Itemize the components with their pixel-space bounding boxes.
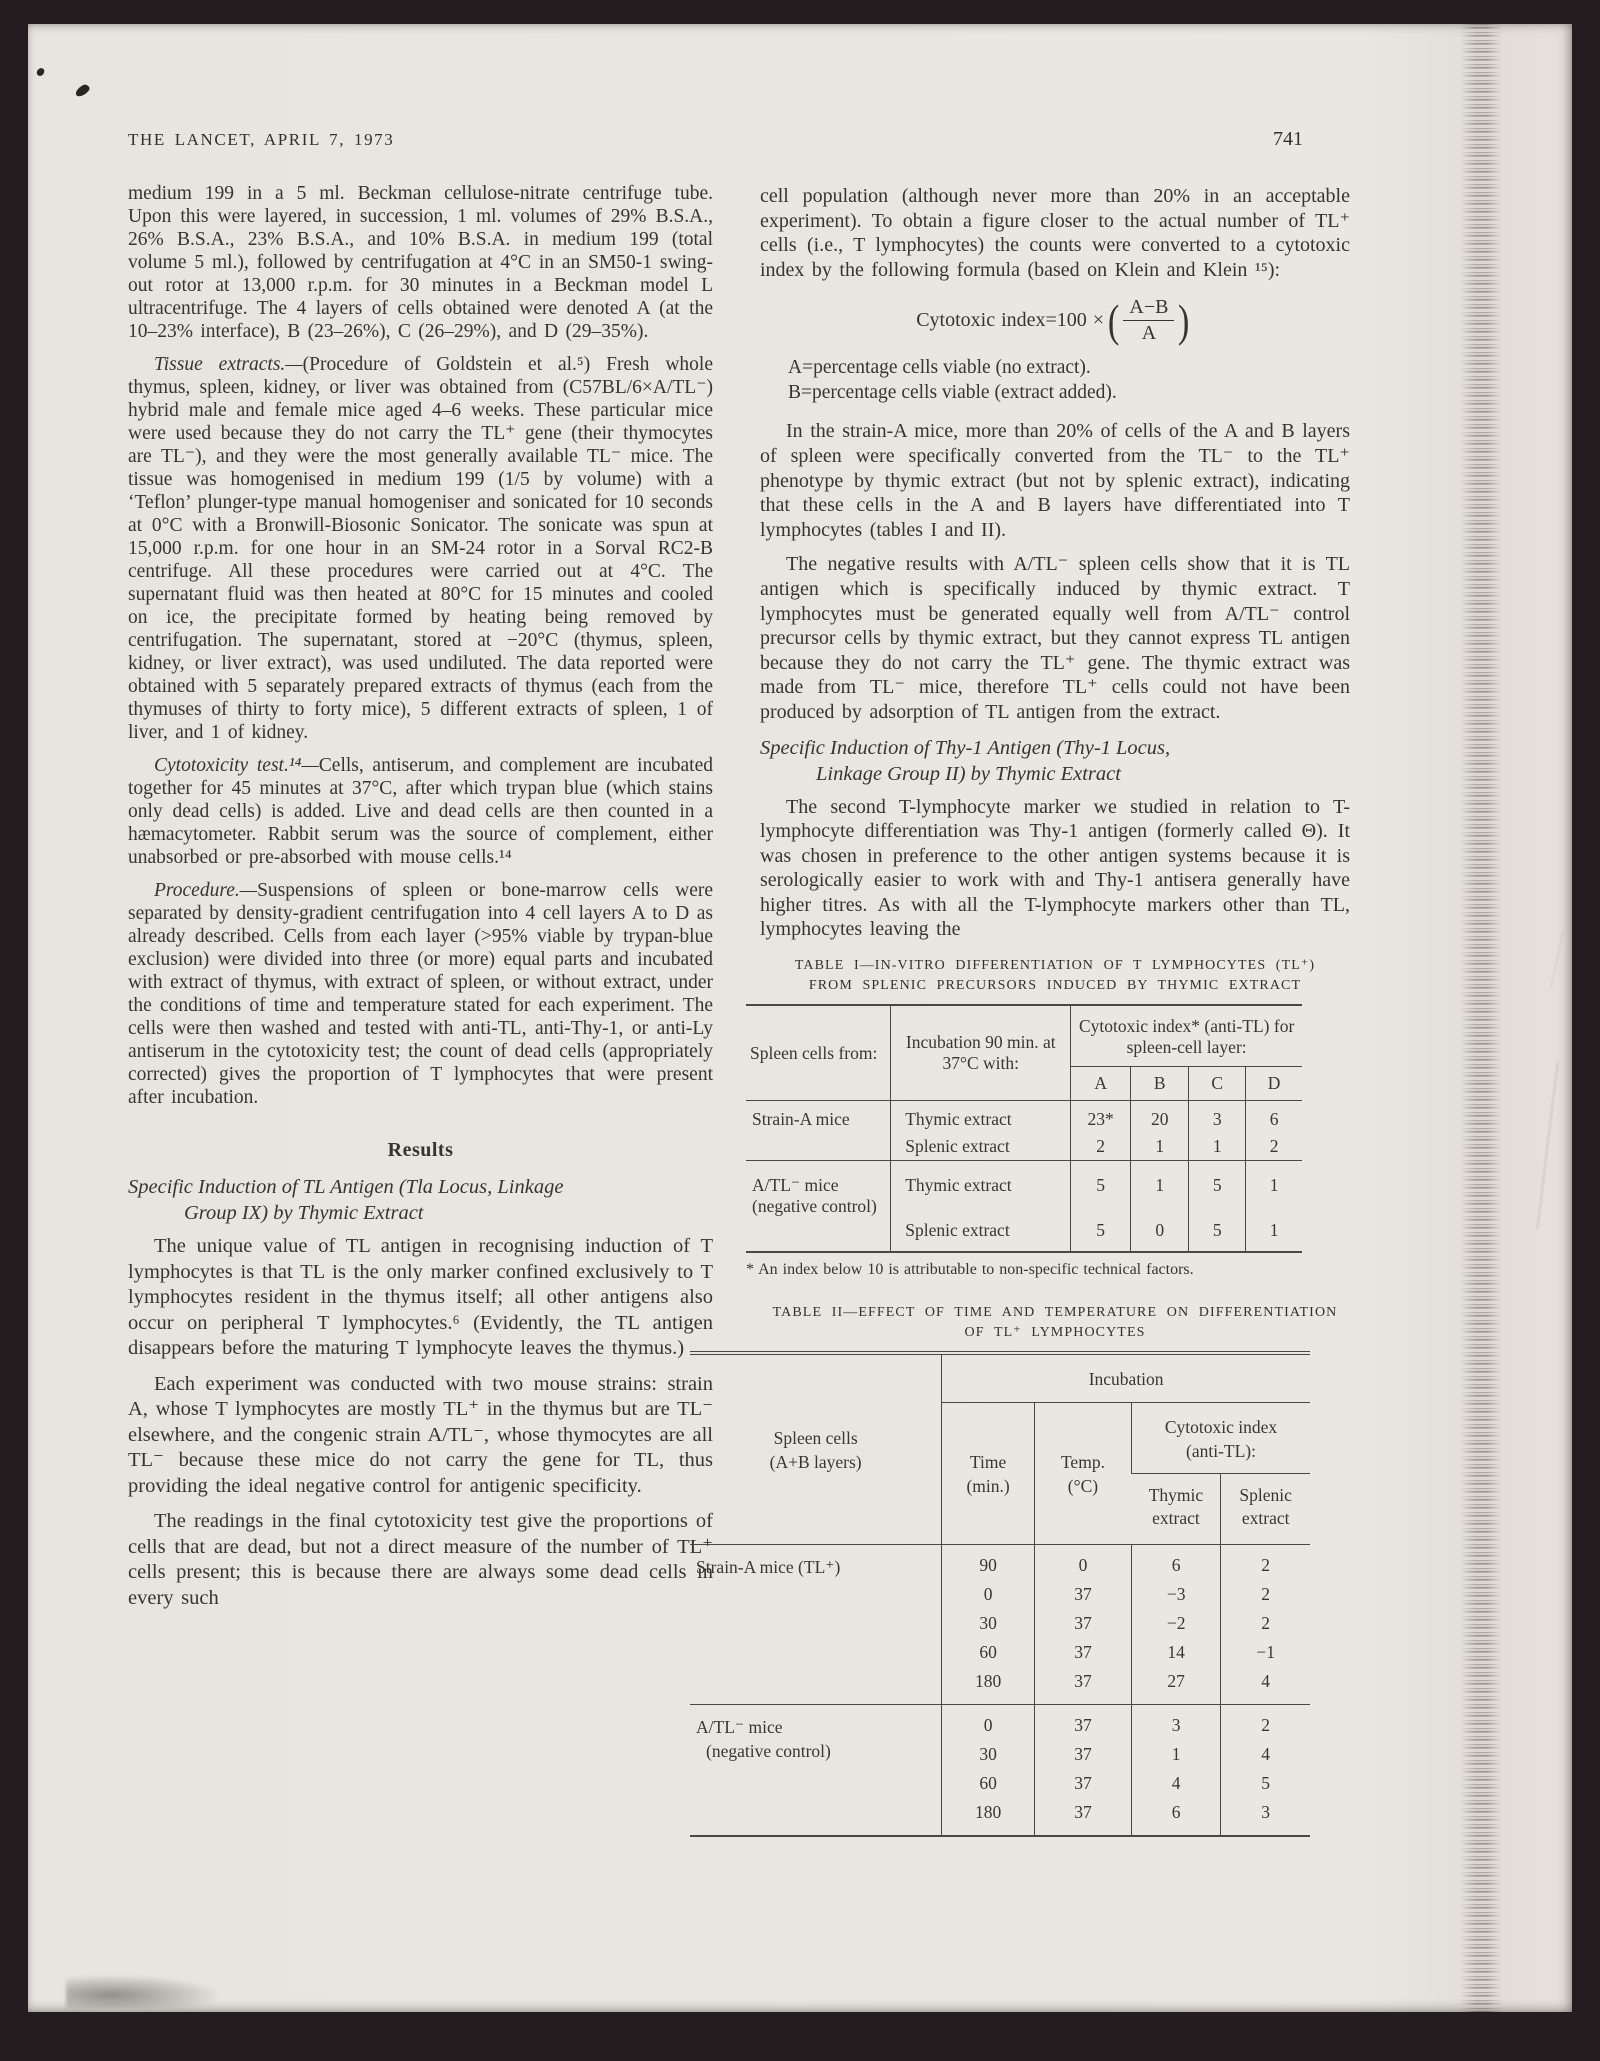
close-paren: ) — [1178, 294, 1190, 346]
table1-cell: 20 — [1131, 1101, 1189, 1134]
table1-group1-label: Strain-A mice — [752, 1109, 850, 1130]
table2-cell: 60 — [942, 1638, 1035, 1667]
paragraph-text: Cells, antiserum, and complement are incubated together for 45 minutes at 37°C, after which trypan blue (which stains only dead cells) is added. Live and dead cells are then counted in a hæmacytometer. Rabbit serum was the source of complement, either unabsorbed or pre-absorbed with mouse cells.¹⁴ — [128, 755, 713, 868]
table2-cell: 60 — [942, 1769, 1035, 1798]
open-paren: ( — [1107, 294, 1120, 346]
paragraph-text: Suspensions of spleen or bone-marrow cells were separated by density-gradient centrifugation into 4 cell layers A to D as already described. Cells from each layer (>95% viable by trypan-blue exclusion) were divided into three (or more) equal parts and incubated with extract of thymus, with extract of spleen, or without extract, under the conditions of time and temperature stated for each experiment. The cells were then washed and tested with anti-TL, anti-Thy-1, or anti-Ly antiserum in the cytotoxicity test; the count of dead cells (appropriately corrected) gives the proportion of T lymphocytes that were present after incubation. — [128, 880, 713, 1108]
table2-col-temp — [1034, 1403, 1131, 1545]
table2-col-temp-line2: (°C) — [1067, 1475, 1099, 1496]
table2-cell: 37 — [1034, 1609, 1131, 1638]
formula-fraction — [1123, 296, 1174, 345]
heading-line: Specific Induction of Thy-1 Antigen (Thy-1 Locus, — [760, 736, 1171, 759]
table2-col-incubation: Incubation — [942, 1353, 1310, 1403]
page-header — [128, 128, 1303, 151]
table2-cell: 0 — [1034, 1545, 1131, 1581]
table2-cell: 6 — [1132, 1798, 1221, 1836]
table1-cell: Splenic extract — [891, 1133, 1071, 1161]
body-paragraph: cell population (although never more than 20% in an acceptable experiment). To obtain a figure closer to the actual number of TL⁺ cells (i.e., T lymphocytes) the counts were converted to a cytotoxic index by the following formula (based on Klein and Klein ¹⁵): — [760, 185, 1350, 281]
table2-cell: 180 — [942, 1667, 1035, 1705]
table1-cell: 1 — [1131, 1161, 1189, 1207]
ink-speck — [36, 67, 45, 77]
table1-cell: 3 — [1189, 1101, 1246, 1134]
heading-line: Specific Induction of TL Antigen (Tla Locus, Linkage — [128, 1176, 564, 1198]
table2-caption-line2: OF TL⁺ LYMPHOCYTES — [964, 1325, 1146, 1341]
table1-cell: 0 — [1131, 1206, 1189, 1252]
page-number: 741 — [1273, 128, 1303, 150]
table2-cell: 4 — [1132, 1769, 1221, 1798]
table2-cell: 5 — [1221, 1769, 1310, 1798]
paragraph-text: (Procedure of Goldstein et al.⁵) Fresh whole thymus, spleen, kidney, or liver was obtained from (C57BL/6×A/TL⁻) hybrid male and female mice aged 4–6 weeks. These particular mice were used because they do not carry the TL⁺ gene (their thymocytes are TL⁻), and they were the most generally available TL⁻ mice. The tissue was homogenised in medium 199 (1/5 by volume) with a ‘Teflon’ plunger-type manual homogeniser and sonicated for 10 seconds at 0°C with a Bronwill-Biosonic Sonicator. The sonicate was spun at 15,000 r.p.m. for one hour in an SM-24 rotor in a Sorval RC2-B centrifuge. All these procedures were carried out at 4°C. The supernatant fluid was then heated at 80°C for 15 minutes and cooled on ice, the precipitate formed by heating being removed by centrifugation. The supernatant, stored at −20°C (thymus, spleen, kidney, or liver extract), was used undiluted. The data reported were obtained with 5 separately prepared extracts of thymus (each from the thymuses of thirty to forty mice), 5 different extracts of spleen, 1 of liver, and 1 of kidney. — [128, 354, 713, 743]
table1-caption-line2: FROM SPLENIC PRECURSORS INDUCED BY THYMIC EXTRACT — [808, 978, 1302, 994]
table1-subcol-a: A — [1071, 1067, 1131, 1101]
table-row — [690, 1705, 1310, 1741]
table1-col-incubation: Incubation 90 min. at 37°C with: — [891, 1005, 1071, 1101]
heading-line: Linkage Group II) by Thymic Extract — [816, 762, 1121, 785]
table2-cell: 1 — [1132, 1740, 1221, 1769]
subsection-heading-tl-antigen — [128, 1174, 713, 1226]
table2-cell: 2 — [1221, 1609, 1310, 1638]
table2-col-spleen-cells — [690, 1353, 942, 1545]
table2-cell: −2 — [1132, 1609, 1221, 1638]
table1-cell: 5 — [1071, 1206, 1131, 1252]
formula-lhs: Cytotoxic index=100 × — [916, 309, 1105, 332]
table2-group1-label: Strain-A mice (TL⁺) — [690, 1545, 942, 1705]
table2-cell: 0 — [942, 1705, 1035, 1741]
table2-cell: 90 — [942, 1545, 1035, 1581]
formula-definitions — [788, 355, 1350, 405]
right-column — [696, 184, 1350, 1837]
body-paragraph-cytotoxicity-test — [128, 754, 713, 869]
table2-col-thymic-line1: Thymic — [1148, 1485, 1204, 1506]
body-paragraph: The readings in the final cytotoxicity test give the proportions of cells that are dead, but not a direct measure of the number of TL⁺ cells present; this is because there are always some dead cells in every such — [128, 1510, 713, 1609]
table2-cell: 2 — [1221, 1705, 1310, 1741]
table2-cell: 0 — [942, 1580, 1035, 1609]
table1-cell: 5 — [1189, 1161, 1246, 1207]
body-paragraph: The negative results with A/TL⁻ spleen cells show that it is TL antigen which is specifically induced by thymic extract. T lymphocytes must be generated equally well from A/TL⁻ control precursor cells by thymic extract, but they cannot express TL antigen because they do not carry the TL⁺ gene. The thymic extract was made from TL⁻ mice, therefore TL⁺ cells could not have been produced by adsorption of TL antigen from the extract. — [760, 553, 1350, 723]
table2-cell: −1 — [1221, 1638, 1310, 1667]
table1-header — [746, 1005, 1302, 1101]
table2-col-spleen-line2: (A+B layers) — [769, 1451, 862, 1472]
definition-b: B=percentage cells viable (extract added). — [788, 382, 1117, 404]
table1-cell: Thymic extract — [891, 1161, 1071, 1207]
table1-cell: 2 — [1071, 1133, 1131, 1161]
table1-cell: 1 — [1246, 1161, 1302, 1207]
table2-caption-line1: TABLE II—EFFECT OF TIME AND TEMPERATURE ON DIFFERENTIATION — [772, 1305, 1338, 1321]
table2-col-cyto-line2: (anti-TL): — [1186, 1441, 1256, 1462]
table2-group2-label — [690, 1705, 942, 1837]
table2-col-time-line2: (min.) — [966, 1475, 1010, 1496]
table2-col-thymic-extract — [1132, 1474, 1221, 1545]
table1-subcol-d: D — [1246, 1067, 1302, 1101]
body-paragraph-procedure — [128, 879, 713, 1109]
table1-subcol-c: C — [1189, 1067, 1246, 1101]
table2-col-cyto-line1: Cytotoxic index — [1164, 1417, 1278, 1438]
table1-cell: 23* — [1071, 1101, 1131, 1134]
table2-col-splenic-extract — [1221, 1474, 1310, 1545]
table-row — [690, 1545, 1310, 1581]
table1-footnote: * An index below 10 is attributable to non-specific technical factors. — [746, 1261, 1194, 1279]
paragraph-lead-italic: Tissue extracts.— — [154, 354, 303, 375]
table1-cell: 6 — [1246, 1101, 1302, 1134]
table2-cell: 37 — [1034, 1638, 1131, 1667]
table1-cell: 1 — [1131, 1133, 1189, 1161]
table2-cell: 37 — [1034, 1580, 1131, 1609]
cytotoxic-index-formula — [760, 296, 1350, 345]
body-paragraph: Each experiment was conducted with two mouse strains: strain A, whose T lymphocytes are mostly TL⁺ in the thymus but are TL⁻ elsewhere, and the congenic strain A/TL⁻, whose thymocytes are all TL⁻ because these mice do not carry the gene for TL, thus providing the ideal negative control for antigenic specificity. — [128, 1372, 713, 1497]
heading-line: Group IX) by Thymic Extract — [184, 1202, 424, 1224]
table2-cell: 180 — [942, 1798, 1035, 1836]
table2-body — [690, 1545, 1310, 1837]
table2-cell: 37 — [1034, 1705, 1131, 1741]
body-paragraph: medium 199 in a 5 ml. Beckman cellulose-nitrate centrifuge tube. Upon this were layered, in succession, 1 ml. volumes of 29% B.S.A., 26% B.S.A., 23% B.S.A., and 10% B.S.A. in medium 199 (total volume 5 ml.), followed by centrifugation at 4°C in an SM50-1 swing-out rotor at 13,000 r.p.m. for 30 minutes in a Beckman model L ultracentrifuge. The 4 layers of cells obtained were denoted A (at the 10–23% interface), B (23–26%), C (26–29%), and D (29–35%). — [128, 183, 713, 342]
table1-cell: Splenic extract — [891, 1206, 1071, 1252]
table2 — [690, 1351, 1310, 1837]
table2-cell: −3 — [1132, 1580, 1221, 1609]
table2-cell: 37 — [1034, 1667, 1131, 1705]
fraction-numerator: A−B — [1123, 296, 1174, 321]
table2-cell: 37 — [1034, 1769, 1131, 1798]
table2-cell: 30 — [942, 1740, 1035, 1769]
paragraph-lead-italic: Procedure.— — [154, 880, 258, 901]
journal-title: THE LANCET, APRIL 7, 1973 — [128, 130, 395, 149]
scan-binding-streak — [1460, 24, 1502, 2012]
section-heading-results: Results — [387, 1139, 454, 1161]
ink-mark — [74, 83, 91, 98]
table1-cell: 1 — [1189, 1133, 1246, 1161]
table2-group2-label-line1: A/TL⁻ mice — [696, 1717, 783, 1738]
body-paragraph-tissue-extracts — [128, 353, 713, 744]
table2-cell: 3 — [1221, 1798, 1310, 1836]
table2-cell: 37 — [1034, 1798, 1131, 1836]
table2-group2-label-line2: (negative control) — [706, 1741, 831, 1762]
left-column — [128, 182, 713, 1621]
table2-col-spleen-line1: Spleen cells — [773, 1427, 858, 1448]
table2-cell: 30 — [942, 1609, 1035, 1638]
table2-caption — [760, 1303, 1350, 1343]
table2-col-cytotoxic-index — [1132, 1403, 1311, 1474]
table1-col-spleen-cells: Spleen cells from: — [746, 1005, 891, 1101]
table1-col-cytotoxic-index: Cytotoxic index* (anti-TL) for spleen-cell layer: — [1071, 1005, 1302, 1067]
scan-smudge — [66, 1976, 216, 2008]
table2-cell: 27 — [1132, 1667, 1221, 1705]
table2-col-splenic-line2: extract — [1241, 1508, 1290, 1529]
table2-col-time — [942, 1403, 1035, 1545]
table2-cell: 4 — [1221, 1667, 1310, 1705]
table2-cell: 2 — [1221, 1580, 1310, 1609]
table2-cell: 37 — [1034, 1740, 1131, 1769]
table2-cell: 3 — [1132, 1705, 1221, 1741]
paragraph-lead-italic: Cytotoxicity test.¹⁴— — [154, 755, 319, 776]
table1 — [746, 1004, 1302, 1253]
table-row — [746, 1101, 1302, 1134]
table1-caption — [760, 956, 1350, 996]
table1-cell: 2 — [1246, 1133, 1302, 1161]
page-paper — [28, 24, 1572, 2012]
table1-caption-line1: TABLE I—IN-VITRO DIFFERENTIATION OF T LYMPHOCYTES (TL⁺) — [794, 958, 1316, 974]
table1-subcol-b: B — [1131, 1067, 1189, 1101]
table2-col-temp-line1: Temp. — [1060, 1451, 1105, 1472]
table2-col-time-line1: Time — [969, 1451, 1007, 1472]
table2-header — [690, 1353, 1310, 1545]
table1-cell: 5 — [1071, 1161, 1131, 1207]
body-paragraph: The unique value of TL antigen in recognising induction of T lymphocytes is that TL is the only marker confined exclusively to T lymphocytes resident in the thymus itself; all other antigens also occur on peripheral T lymphocytes.⁶ (Evidently, the TL antigen disappears before the maturing T lymphocyte leaves the thymus.) — [128, 1235, 713, 1359]
table2-col-splenic-line1: Splenic — [1239, 1485, 1292, 1506]
table2-col-thymic-line2: extract — [1152, 1508, 1200, 1529]
table2-cell: 14 — [1132, 1638, 1221, 1667]
fraction-denominator: A — [1141, 322, 1157, 345]
subsection-heading-thy1-antigen — [760, 735, 1350, 787]
table2-cell: 4 — [1221, 1740, 1310, 1769]
table2-cell: 2 — [1221, 1545, 1310, 1581]
table1-body — [746, 1101, 1302, 1253]
table1-group2-label: A/TL⁻ mice (negative control) — [746, 1161, 891, 1253]
table1-cell: 1 — [1246, 1206, 1302, 1252]
definition-a: A=percentage cells viable (no extract). — [788, 357, 1091, 379]
body-paragraph: The second T-lymphocyte marker we studied in relation to T-lymphocyte differentiation was Thy-1 antigen (formerly called Θ). It was chosen in preference to the other antigen systems because it is serologically easier to work with and Thy-1 antisera generally have higher titres. As with all the T-lymphocyte markers other than TL, lymphocytes leaving the — [760, 795, 1350, 941]
table2-cell: 6 — [1132, 1545, 1221, 1581]
body-paragraph: In the strain-A mice, more than 20% of cells of the A and B layers of spleen were specifically converted from the TL⁻ to the TL⁺ phenotype by thymic extract (but not by splenic extract), indicating that these cells in the A and B layers have differentiated into T lymphocytes (tables I and II). — [760, 420, 1350, 541]
table-row — [746, 1161, 1302, 1207]
table1-cell: Thymic extract — [891, 1101, 1071, 1134]
table1-cell: 5 — [1189, 1206, 1246, 1252]
